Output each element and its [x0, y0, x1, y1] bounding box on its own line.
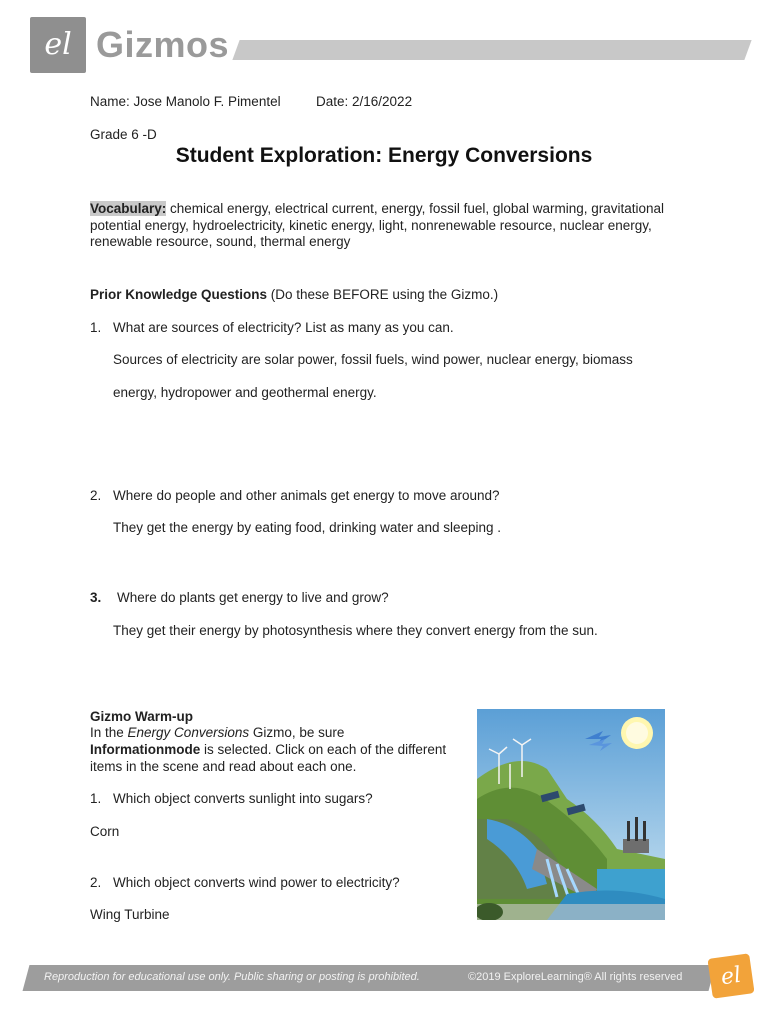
warmup-text: In the [90, 725, 128, 740]
question-2 [90, 487, 500, 504]
prior-knowledge-heading [90, 286, 498, 303]
answer-1-line-2: energy, hydropower and geothermal energy. [113, 385, 377, 400]
question-number: 3. [90, 590, 102, 605]
prior-heading-note: (Do these BEFORE using the Gizmo.) [267, 287, 499, 302]
answer-1-line-1: Sources of electricity are solar power, fossil fuels, wind power, nuclear energy, biomass [113, 352, 633, 367]
gizmos-logo [30, 17, 86, 73]
warmup-heading: Gizmo Warm-up [90, 709, 193, 724]
student-grade: Grade 6 -D [90, 127, 157, 142]
warmup-answer-1: Corn [90, 824, 120, 839]
footer-logo-mark: el [719, 962, 743, 990]
warmup-answer-2: Wing Turbine [90, 907, 170, 922]
footer-copyright: ©2019 ExploreLearning® All rights reserved [468, 971, 683, 983]
question-text: Where do people and other animals get energy to move around? [113, 488, 500, 503]
explorelearning-logo [707, 953, 754, 998]
question-3 [90, 589, 389, 606]
vocabulary-paragraph [90, 201, 670, 251]
header-bar [232, 40, 751, 60]
question-text: Which object converts wind power to electricity? [113, 875, 400, 890]
warmup-question-1 [90, 790, 373, 807]
page-title: Student Exploration: Energy Conversions [175, 144, 593, 167]
question-text: What are sources of electricity? List as many as you can. [113, 320, 454, 335]
question-1 [90, 319, 454, 336]
warmup-line-2 [90, 741, 446, 758]
question-number: 1. [90, 320, 102, 335]
warmup-text: is selected. Click on each of the different [200, 742, 447, 757]
question-number: 2. [90, 488, 102, 503]
warmup-line-3: items in the scene and read about each one. [90, 759, 357, 774]
vocabulary-text: chemical energy, electrical current, energy, fossil fuel, global warming, gravitational potential energy, hydroelectricity, kinetic energy, light, nonrenewable resource, nuclear energy, renewable resource, sound, thermal energy [90, 201, 665, 249]
warmup-text: Gizmo, be sure [249, 725, 345, 740]
question-number: 2. [90, 875, 102, 890]
logo-mark: el [44, 27, 72, 62]
energy-conversions-scene-image [477, 709, 665, 920]
warmup-line-1 [90, 724, 344, 741]
student-date: Date: 2/16/2022 [316, 94, 413, 109]
vocabulary-label: Vocabulary: [90, 201, 167, 216]
student-name: Name: Jose Manolo F. Pimentel [90, 94, 281, 109]
mode-name: Informationmode [90, 742, 201, 757]
footer-notice: Reproduction for educational use only. Public sharing or posting is prohibited. [44, 971, 420, 983]
answer-2: They get the energy by eating food, drinking water and sleeping . [113, 520, 501, 535]
question-text: Which object converts sunlight into sugars? [113, 791, 373, 806]
prior-heading-label: Prior Knowledge Questions [90, 287, 268, 302]
answer-3: They get their energy by photosynthesis where they convert energy from the sun. [113, 623, 598, 638]
question-number: 1. [90, 791, 102, 806]
warmup-question-2 [90, 874, 400, 891]
brand-name: Gizmos [96, 24, 230, 65]
question-text: Where do plants get energy to live and grow? [117, 590, 389, 605]
gizmo-name: Energy Conversions [127, 725, 250, 740]
